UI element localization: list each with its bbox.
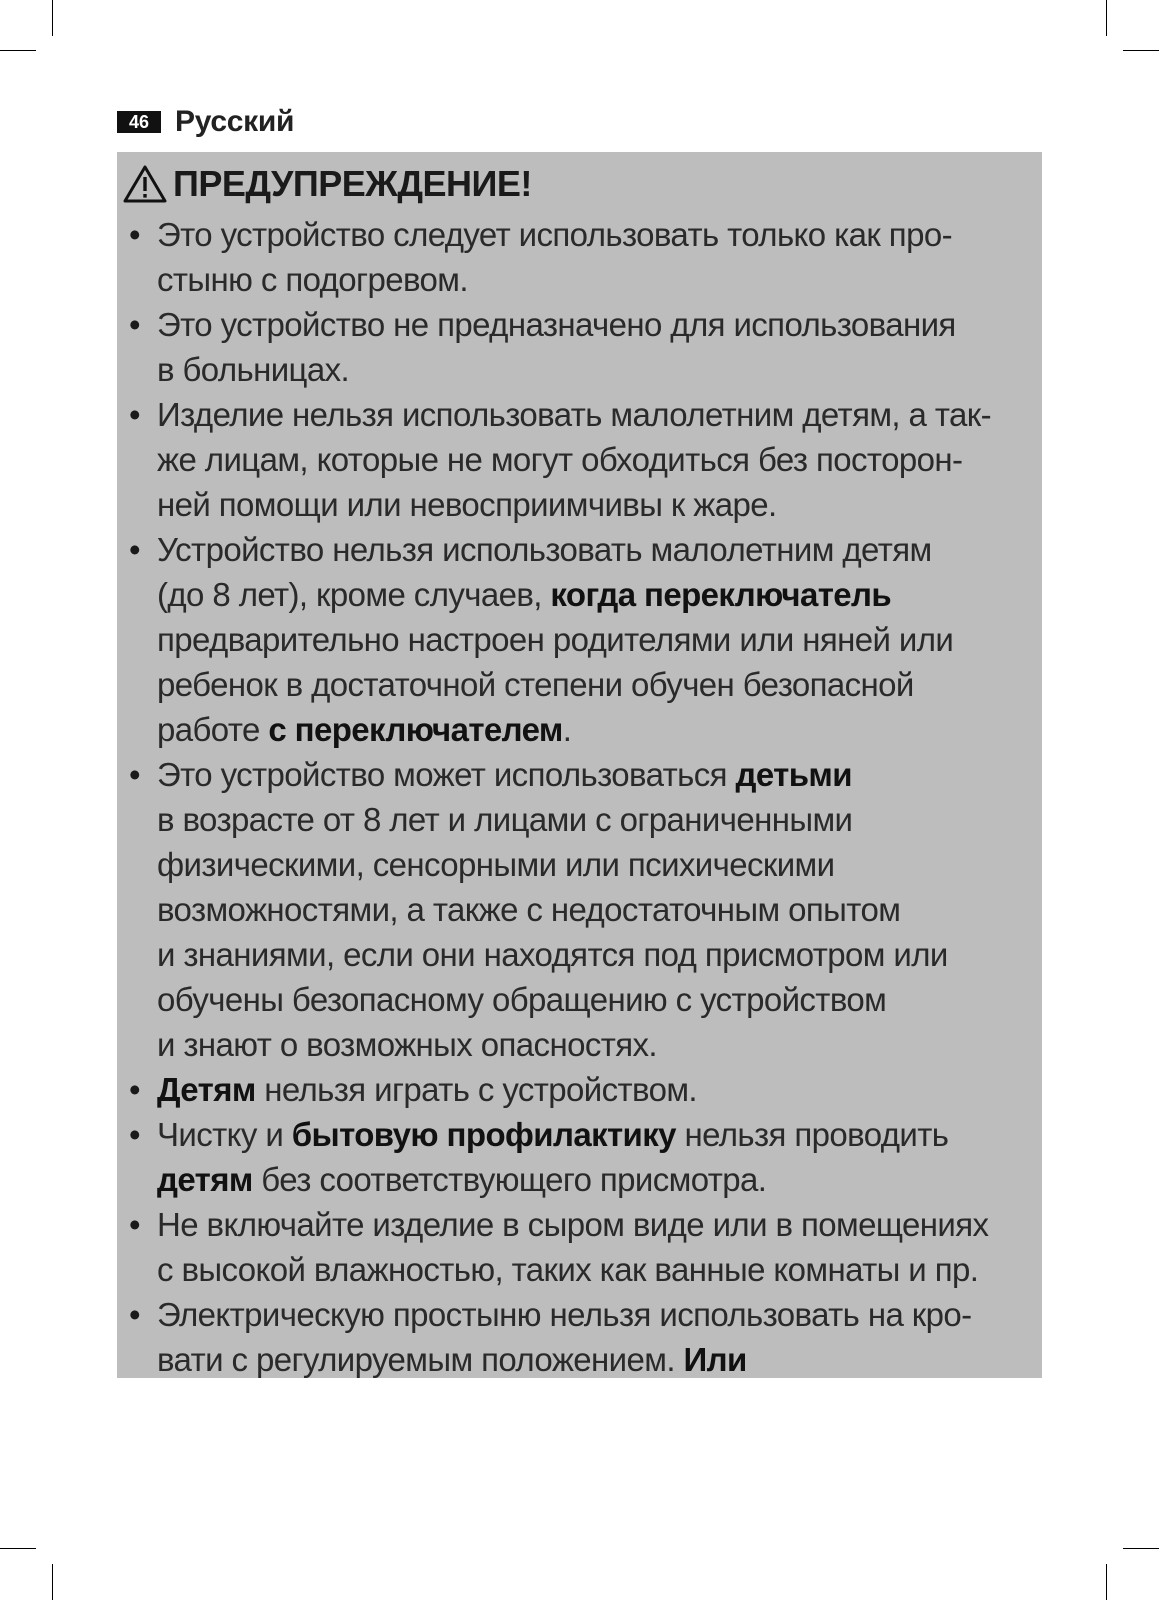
body-text: предварительно настроен родителями или няней или	[157, 621, 954, 658]
list-item	[123, 752, 1030, 1067]
text-line	[157, 572, 1030, 617]
body-text: стыню с подогревом.	[157, 261, 468, 298]
body-text: работе	[157, 711, 269, 748]
body-text: Электрическую простыню нельзя использовать на кро-	[157, 1296, 972, 1333]
text-line	[157, 392, 1030, 437]
body-text: нельзя проводить	[675, 1116, 949, 1153]
bullet-icon: •	[129, 216, 140, 253]
bullet-icon: •	[129, 396, 140, 433]
text-line	[157, 527, 1030, 572]
emphasis-text: детьми	[735, 756, 852, 793]
body-text: Устройство нельзя использовать малолетним детям	[157, 531, 932, 568]
text-line	[157, 1337, 1030, 1382]
emphasis-text: когда переключатель	[550, 576, 892, 613]
page-header	[117, 104, 294, 140]
body-text: Чистку и	[157, 1116, 292, 1153]
text-line	[157, 842, 1030, 887]
body-text: (до 8 лет), кроме случаев,	[157, 576, 551, 613]
emphasis-text: с переключателем	[268, 711, 563, 748]
text-line	[157, 887, 1030, 932]
body-text: в больницах.	[157, 351, 350, 388]
text-line	[157, 662, 1030, 707]
language-title: Русский	[175, 105, 295, 138]
crop-mark	[1106, 1564, 1107, 1600]
text-line	[157, 797, 1030, 842]
bullet-icon: •	[129, 1296, 140, 1333]
text-line	[157, 707, 1030, 752]
body-text: вати с регулируемым положением.	[157, 1341, 684, 1378]
crop-mark	[1106, 0, 1107, 36]
crop-mark	[52, 1564, 53, 1600]
emphasis-text: детям	[157, 1161, 253, 1198]
warning-box	[117, 152, 1042, 1378]
text-line	[157, 1112, 1030, 1157]
text-line	[157, 302, 1030, 347]
body-text: ней помощи или невосприимчивы к жаре.	[157, 486, 777, 523]
body-text: в возрасте от 8 лет и лицами с ограниченными	[157, 801, 853, 838]
crop-mark	[1123, 50, 1159, 51]
text-line	[157, 1202, 1030, 1247]
text-line	[157, 1157, 1030, 1202]
bullet-icon: •	[129, 1116, 140, 1153]
body-text: с высокой влажностью, таких как ванные комнаты и пр.	[157, 1251, 979, 1288]
list-item	[123, 392, 1030, 527]
body-text: Это устройство может использоваться	[157, 756, 736, 793]
body-text: Это устройство не предназначено для использования	[157, 306, 956, 343]
body-text: Это устройство следует использовать только как про-	[157, 216, 952, 253]
emphasis-text: бытовую профилактику	[291, 1116, 676, 1153]
list-item	[123, 1202, 1030, 1292]
list-item	[123, 1067, 1030, 1112]
text-line	[157, 347, 1030, 392]
bullet-icon: •	[129, 306, 140, 343]
text-line	[157, 617, 1030, 662]
body-text: .	[562, 711, 572, 748]
body-text: возможностями, а также с недостаточным опытом	[157, 891, 901, 928]
page-number: 46	[117, 111, 161, 133]
crop-mark	[52, 0, 53, 36]
body-text: же лицам, которые не могут обходиться без посторон-	[157, 441, 963, 478]
body-text: и знают о возможных опасностях.	[157, 1026, 657, 1063]
bullet-icon: •	[129, 531, 140, 568]
body-text: Не включайте изделие в сыром виде или в помещениях	[157, 1206, 989, 1243]
crop-mark	[1123, 1548, 1159, 1549]
body-text: нельзя играть с устройством.	[255, 1071, 698, 1108]
body-text: физическими, сенсорными или психическими	[157, 846, 835, 883]
text-line	[157, 977, 1030, 1022]
body-text: обучены безопасному обращению с устройством	[157, 981, 887, 1018]
warning-title: ПРЕДУПРЕЖДЕНИЕ!	[173, 163, 532, 204]
list-item	[123, 302, 1030, 392]
text-line	[157, 212, 1030, 257]
body-text: и знаниями, если они находятся под присмотром или	[157, 936, 948, 973]
list-item	[123, 1292, 1030, 1382]
text-line	[157, 932, 1030, 977]
list-item	[123, 212, 1030, 302]
body-text: Изделие нельзя использовать малолетним детям, а так-	[157, 396, 992, 433]
warning-list	[123, 212, 1030, 1382]
bullet-icon: •	[129, 1206, 140, 1243]
crop-mark	[0, 1548, 36, 1549]
list-item	[123, 1112, 1030, 1202]
emphasis-text: Детям	[157, 1071, 256, 1108]
body-text: ребенок в достаточной степени обучен безопасной	[157, 666, 914, 703]
text-line	[157, 257, 1030, 302]
text-line	[157, 437, 1030, 482]
warning-heading	[123, 158, 1030, 210]
bullet-icon: •	[129, 756, 140, 793]
text-line	[157, 1292, 1030, 1337]
body-text: без соответствующего присмотра.	[252, 1161, 767, 1198]
crop-mark	[0, 50, 36, 51]
text-line	[157, 1022, 1030, 1067]
bullet-icon: •	[129, 1071, 140, 1108]
text-line	[157, 1067, 1030, 1112]
text-line	[157, 1247, 1030, 1292]
text-line	[157, 752, 1030, 797]
list-item	[123, 527, 1030, 752]
emphasis-text: Или	[683, 1341, 747, 1378]
warning-triangle-icon	[123, 165, 167, 203]
text-line	[157, 482, 1030, 527]
